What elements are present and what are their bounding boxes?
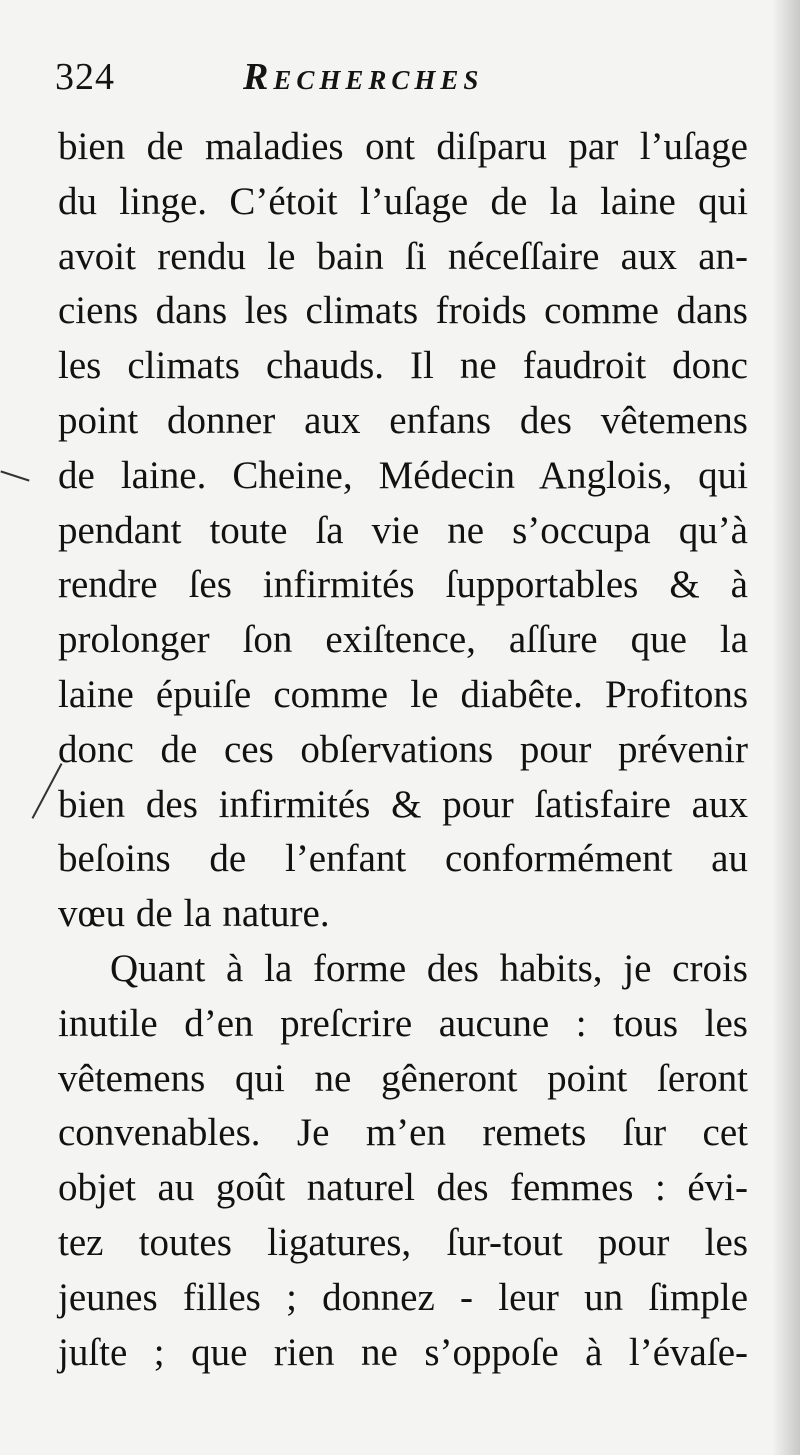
text-line: Quant à la forme des habits, je crois [110,946,748,990]
text-line: du linge. C’étoit l’uſage de la laine qui [58,179,748,223]
body-text [58,120,748,1380]
text-line: de laine. Cheine, Médecin Anglois, qui [58,453,748,497]
text-line: jeunes filles ; donnez - leur un ſimple [58,1275,748,1319]
text-line: juſte ; que rien ne s’oppoſe à l’évaſe- [58,1330,748,1374]
text-line: inutile d’en preſcrire aucune : tous les [58,1001,748,1045]
text-line: beſoins de l’enfant conformément au [58,837,748,881]
running-head: Recherches [243,56,484,98]
page-edge-shadow [772,0,800,1455]
text-line: vœu de la nature. [58,892,330,936]
paragraph-2 [58,942,748,1380]
text-line: avoit rendu le bain ſi néceſſaire aux an- [58,234,748,278]
text-line: les climats chauds. Il ne faudroit donc [58,344,748,388]
text-line: donc de ces obſervations pour prévenir [58,727,748,771]
text-line: objet au goût naturel des femmes : évi- [58,1166,748,1210]
text-line: laine épuiſe comme le diabête. Profitons [58,672,748,716]
text-line: prolonger ſon exiſtence, aſſure que la [58,618,748,662]
paragraph-1 [58,120,748,942]
text-line: convenables. Je m’en remets ſur cet [58,1111,748,1155]
text-line: point donner aux enfans des vêtemens [58,398,748,442]
text-line: bien de maladies ont diſparu par l’uſage [58,125,748,168]
margin-mark [0,470,29,481]
text-line: vêtemens qui ne gêneront point ſeront [58,1056,748,1100]
page-number: 324 [55,56,115,98]
text-line: rendre ſes infirmités ſupportables & à [58,563,748,607]
page-header [55,52,615,112]
text-line: bien des infirmités & pour ſatisfaire aux [58,782,748,826]
text-line: tez toutes ligatures, ſur-tout pour les [58,1220,748,1264]
text-line: ciens dans les climats froids comme dans [58,289,748,333]
text-line: pendant toute ſa vie ne s’occupa qu’à [58,508,748,552]
